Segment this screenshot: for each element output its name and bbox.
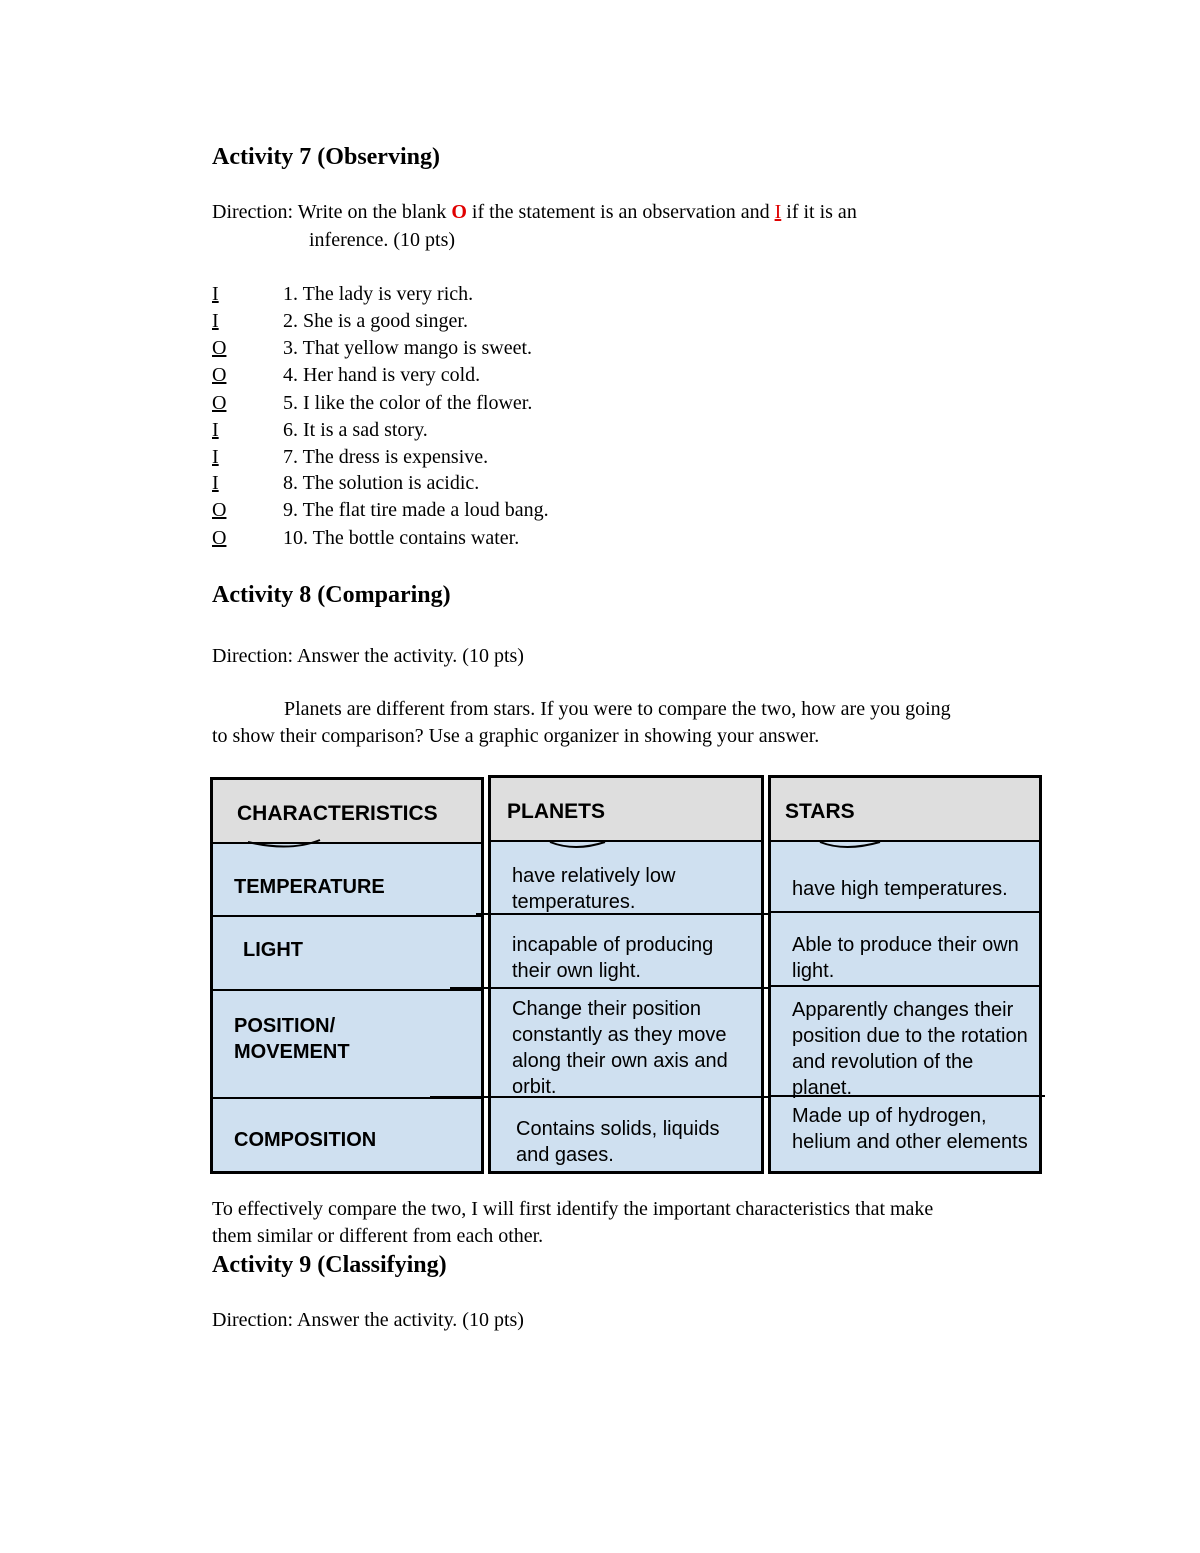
activity8-direction: Direction: Answer the activity. (10 pts) xyxy=(212,645,524,667)
row-divider xyxy=(769,911,1041,913)
characteristic-composition: COMPOSITION xyxy=(234,1129,377,1151)
answer-blank: O xyxy=(212,364,227,386)
direction-mid: if the statement is an observation and xyxy=(466,201,775,223)
statement: 9. The flat tire made a loud bang. xyxy=(283,499,549,521)
answer-blank: O xyxy=(212,392,227,414)
statement: 5. I like the color of the flower. xyxy=(283,392,533,414)
statement: 4. Her hand is very cold. xyxy=(283,364,481,386)
stars-temperature: have high temperatures. xyxy=(792,878,1008,900)
statement: 7. The dress is expensive. xyxy=(283,446,489,468)
characteristic-light: LIGHT xyxy=(243,939,303,961)
stars-position: Apparently changes their position due to the rotation and revolution of the planet. xyxy=(792,999,1028,1099)
direction-prefix: Direction: Write on the blank xyxy=(212,201,452,223)
activity8-prompt-line1: Planets are different from stars. If you were to compare the two, how are you going xyxy=(284,698,951,720)
statement: 3. That yellow mango is sweet. xyxy=(283,337,533,359)
answer-blank: I xyxy=(212,446,219,468)
activity8-conclusion-line2: them similar or different from each other. xyxy=(212,1225,544,1247)
header-stars: STARS xyxy=(785,800,855,823)
activity7-direction-line2: inference. (10 pts) xyxy=(309,229,456,251)
row-divider xyxy=(212,989,482,991)
statement: 8. The solution is acidic. xyxy=(283,472,480,494)
row-divider xyxy=(450,987,769,989)
characteristic-temperature: TEMPERATURE xyxy=(234,876,385,898)
activity8-prompt-line2: to show their comparison? Use a graphic organizer in showing your answer. xyxy=(212,725,820,747)
answer-blank: O xyxy=(212,499,227,521)
statement: 1. The lady is very rich. xyxy=(283,283,474,305)
planets-temperature: have relatively low temperatures. xyxy=(512,865,676,913)
stars-light: Able to produce their own light. xyxy=(792,934,1019,982)
stars-composition: Made up of hydrogen, helium and other elements xyxy=(792,1105,1028,1153)
header-planets: PLANETS xyxy=(507,800,606,823)
direction-i: I xyxy=(774,201,782,223)
answer-blank: I xyxy=(212,419,219,441)
answer-blank: I xyxy=(212,472,219,494)
activity8-conclusion-line1: To effectively compare the two, I will first identify the important characteristics that make xyxy=(212,1198,934,1220)
planets-position: Change their position constantly as they move along their own axis and orbit. xyxy=(512,998,728,1098)
planets-composition: Contains solids, liquids and gases. xyxy=(516,1118,720,1166)
answer-blank: O xyxy=(212,527,227,549)
activity7-title: Activity 7 (Observing) xyxy=(212,144,440,170)
answer-blank: I xyxy=(212,310,219,332)
direction-o: O xyxy=(451,201,467,223)
activity9-direction: Direction: Answer the activity. (10 pts) xyxy=(212,1309,524,1331)
direction-suffix: if it is an xyxy=(781,201,857,223)
activity9-title: Activity 9 (Classifying) xyxy=(212,1252,447,1278)
statement: 10. The bottle contains water. xyxy=(283,527,520,549)
statement: 6. It is a sad story. xyxy=(283,419,428,441)
characteristic-position: POSITION/ MOVEMENT xyxy=(234,1015,350,1063)
row-divider xyxy=(212,915,482,917)
answer-blank: I xyxy=(212,283,219,305)
row-divider xyxy=(769,985,1041,987)
answer-blank: O xyxy=(212,337,227,359)
header-characteristics: CHARACTERISTICS xyxy=(237,802,438,825)
activity8-title: Activity 8 (Comparing) xyxy=(212,582,451,608)
statement: 2. She is a good singer. xyxy=(283,310,468,332)
planets-light: incapable of producing their own light. xyxy=(512,934,714,982)
